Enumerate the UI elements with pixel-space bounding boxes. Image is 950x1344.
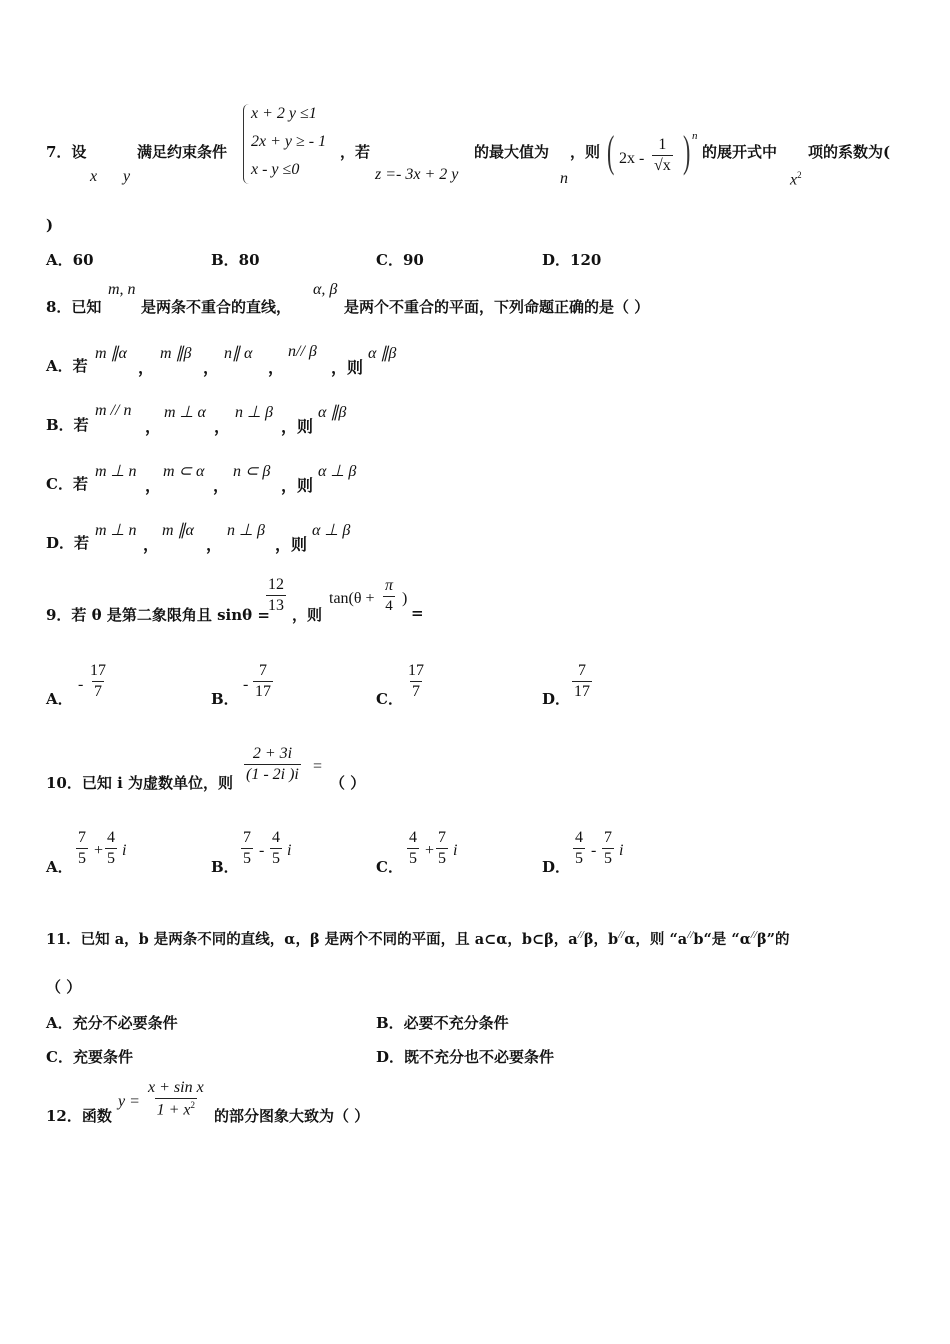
q10-num: 2 + 3i <box>252 745 293 762</box>
q8-option-c[interactable]: C．若 <box>46 475 88 493</box>
q10-a-den-2: 5 <box>107 850 115 867</box>
q10-text: 10．已知 i 为虚数单位，则 <box>46 774 234 792</box>
q8-number: 8．已知 <box>46 298 102 316</box>
q11-paren: （ ） <box>46 978 82 996</box>
q11-text-2: β，b <box>583 931 619 948</box>
q7-constraint-1: x + 2 y ≤1 <box>251 105 317 122</box>
q10-d-op: - <box>591 842 597 859</box>
q8-d-ze: ，则 <box>275 535 308 554</box>
q9-pi: π <box>385 577 394 594</box>
q7-constraint-system <box>251 100 326 184</box>
q7-var-x: x <box>90 168 98 185</box>
q10-paren: （ ） <box>330 774 366 792</box>
q8-c-sep-1: ， <box>145 476 162 495</box>
q10-d-num-2: 7 <box>604 829 612 846</box>
q10-c-den-1: 5 <box>409 850 417 867</box>
q8-planes-ab: α, β <box>313 281 338 298</box>
q8-b-sep-1: ， <box>145 417 162 436</box>
q8-a-part-1: m ∥α <box>95 345 127 362</box>
q9-a-num: 17 <box>90 662 106 679</box>
q12-tail: 的部分图象大致为（ ） <box>214 1107 370 1125</box>
q9-pi-over-4 <box>383 577 395 615</box>
q10-option-c[interactable]: C． <box>376 858 403 876</box>
q10-d-den-2: 5 <box>604 850 612 867</box>
q8-a-part-4: n// β <box>288 343 317 360</box>
q10-option-b[interactable]: B． <box>211 858 239 876</box>
q8-c-conclusion: α ⊥ β <box>318 463 357 480</box>
q7-expr-frac <box>652 136 673 175</box>
q10-d-i: i <box>619 842 624 859</box>
q10-a-op: + <box>94 842 104 859</box>
q11-text-5: β”的 <box>756 931 790 948</box>
q9-c-frac <box>406 662 426 701</box>
q10-fraction <box>244 745 301 784</box>
q11-option-a[interactable]: A．充分不必要条件 <box>46 1014 178 1032</box>
q10-a-i: i <box>122 842 127 859</box>
q9-a-frac <box>88 662 108 701</box>
q11-text-3: α，则 “a <box>624 931 688 948</box>
q11-parallel-1: // <box>577 929 584 942</box>
q11-text-1: 11．已知 a，b 是两条不同的直线，α，β 是两个不同的平面，且 a⊂α，b⊂β，a <box>46 931 578 948</box>
q9-c-den: 7 <box>412 683 420 700</box>
q8-d-sep-2: ， <box>206 535 223 554</box>
q10-c-op: + <box>425 842 435 859</box>
q7-number: 7．设 <box>46 143 87 161</box>
q7-max-label: 的最大值为 <box>474 143 550 161</box>
q8-c-part-1: m ⊥ n <box>95 463 137 480</box>
q8-b-sep-2: ， <box>214 417 231 436</box>
q7-x-term-exp: 2 <box>797 170 802 180</box>
q8-b-part-3: n ⊥ β <box>235 404 273 421</box>
q8-c-part-2: m ⊂ α <box>163 463 205 480</box>
q8-d-part-1: m ⊥ n <box>95 522 137 539</box>
q9-sin-den: 13 <box>268 597 284 614</box>
q8-b-part-2: m ⊥ α <box>164 404 206 421</box>
q9-sin-num: 12 <box>268 576 284 593</box>
q9-b-den: 17 <box>255 683 271 700</box>
q9-d-frac <box>572 662 592 701</box>
q8-text-1: 是两条不重合的直线， <box>141 298 292 316</box>
q10-b-den-1: 5 <box>243 850 251 867</box>
q12-y-equals: y = <box>118 1093 140 1110</box>
q10-a-frac-2 <box>105 829 117 868</box>
q10-a-num-2: 4 <box>107 829 115 846</box>
q7-x-term <box>790 170 802 189</box>
q7-expr-a: 2x - <box>619 150 645 167</box>
q8-b-ze: ，则 <box>281 417 314 436</box>
q11-parallel-4: // <box>750 929 757 942</box>
q10-b-op: - <box>259 842 265 859</box>
q8-b-part-1: m // n <box>95 402 132 419</box>
q8-lines-mn: m, n <box>108 281 136 298</box>
q12-fn-den: 1 + x <box>156 1101 191 1119</box>
q10-a-frac-1 <box>76 829 88 868</box>
q9-d-num: 7 <box>578 662 586 679</box>
q7-right-paren: ) <box>683 127 691 176</box>
q10-b-num-2: 4 <box>272 829 280 846</box>
q8-d-sep-1: ， <box>143 535 160 554</box>
q8-c-part-3: n ⊂ β <box>233 463 271 480</box>
q8-a-sep-1: ， <box>138 358 155 377</box>
q7-var-n: n <box>560 170 568 187</box>
q9-equals: = <box>411 604 424 622</box>
q10-equals: = <box>313 758 323 775</box>
q9-tan-close: ) <box>402 590 408 607</box>
q8-d-part-2: m ∥α <box>162 522 194 539</box>
q9-d-den: 17 <box>574 683 590 700</box>
q11-option-b[interactable]: B．必要不充分条件 <box>376 1014 509 1032</box>
q10-d-frac-2 <box>602 829 614 868</box>
q7-expr-den: √x <box>654 157 671 174</box>
q9-ze: ，则 <box>292 606 323 624</box>
q10-a-den-1: 5 <box>78 850 86 867</box>
q7-close-paren: ) <box>46 216 54 234</box>
q9-sin-value <box>266 576 286 615</box>
q7-constraint-3: x - y ≤0 <box>251 161 300 178</box>
q8-b-conclusion: α ∥β <box>318 404 347 421</box>
q8-d-part-3: n ⊥ β <box>227 522 265 539</box>
q10-c-den-2: 5 <box>438 850 446 867</box>
q10-b-frac-1 <box>241 829 253 868</box>
q7-var-y: y <box>123 168 131 185</box>
q7-system-brace <box>243 104 250 184</box>
q9-option-c[interactable]: C． <box>376 690 403 708</box>
q8-c-ze: ，则 <box>281 476 314 495</box>
q10-c-num-1: 4 <box>409 829 417 846</box>
q8-c-sep-2: ， <box>213 476 230 495</box>
q7-option-c[interactable]: C．90 <box>376 251 424 269</box>
q7-left-paren: ( <box>607 127 615 176</box>
q7-constraint-2: 2x + y ≥ - 1 <box>251 133 327 150</box>
q8-a-sep-3: ， <box>268 358 285 377</box>
q7-expr-num: 1 <box>658 136 667 153</box>
q10-b-den-2: 5 <box>272 850 280 867</box>
q9-a-den: 7 <box>94 683 102 700</box>
q9-text: 9．若 θ 是第二象限角且 sinθ = <box>46 606 270 624</box>
q10-d-den-1: 5 <box>575 850 583 867</box>
q9-b-sign: - <box>243 676 249 693</box>
q8-a-sep-2: ， <box>203 358 220 377</box>
q8-option-a[interactable]: A．若 <box>46 357 88 375</box>
q7-line <box>46 141 86 162</box>
q10-c-frac-2 <box>436 829 448 868</box>
q9-c-num: 17 <box>408 662 424 679</box>
q9-b-num: 7 <box>259 662 267 679</box>
q7-option-d[interactable]: D．120 <box>542 251 602 269</box>
q12-function-frac <box>146 1079 206 1119</box>
q12-fn-den-exp: 2 <box>190 1100 196 1110</box>
q11-parallel-2: // <box>618 929 625 942</box>
q10-c-num-2: 7 <box>438 829 446 846</box>
q10-d-num-1: 4 <box>575 829 583 846</box>
q10-a-num-1: 7 <box>78 829 86 846</box>
q8-a-part-2: m ∥β <box>160 345 192 362</box>
q7-option-b[interactable]: B．80 <box>211 251 260 269</box>
q7-expansion-label: 的展开式中 <box>702 143 778 161</box>
q9-a-sign: - <box>78 676 84 693</box>
q11-text-4: b“是 “α <box>693 931 751 948</box>
q8-option-b[interactable]: B．若 <box>46 416 89 434</box>
q8-a-ze: ，则 <box>331 358 364 377</box>
q10-c-frac-1 <box>407 829 419 868</box>
q11-option-d[interactable]: D．既不充分也不必要条件 <box>376 1048 555 1066</box>
q9-option-a[interactable]: A． <box>46 690 73 708</box>
q9-option-b[interactable]: B． <box>211 690 239 708</box>
q9-b-frac <box>253 662 273 701</box>
q10-option-a[interactable]: A． <box>46 858 73 876</box>
q8-a-conclusion: α ∥β <box>368 345 397 362</box>
q8-text-2: 是两个不重合的平面，下列命题正确的是（ ） <box>344 298 650 316</box>
q12-fn-num: x + sin x <box>148 1079 204 1096</box>
q9-tan: tan(θ + <box>329 590 375 607</box>
q11-option-c[interactable]: C．充要条件 <box>46 1048 133 1066</box>
q9-option-d[interactable]: D． <box>542 690 571 708</box>
q7-ze: ，则 <box>570 143 601 161</box>
q10-option-d[interactable]: D． <box>542 858 571 876</box>
q10-den: (1 - 2i )i <box>246 766 299 783</box>
q10-d-frac-1 <box>573 829 585 868</box>
q12-fn-den-wrap <box>155 1098 197 1119</box>
q8-option-d[interactable]: D．若 <box>46 534 90 552</box>
q7-option-a[interactable]: A．60 <box>46 251 94 269</box>
q7-ruo: ，若 <box>340 143 371 161</box>
q10-b-i: i <box>287 842 292 859</box>
q11-parallel-3: // <box>687 929 694 942</box>
q12-number: 12．函数 <box>46 1107 112 1125</box>
q7-objective: z =- 3x + 2 y <box>375 166 459 183</box>
q7-constraint-label: 满足约束条件 <box>137 143 228 161</box>
q11-stem <box>46 928 789 949</box>
q7-x-term-base: x <box>790 171 798 189</box>
q8-d-conclusion: α ⊥ β <box>312 522 351 539</box>
q10-b-num-1: 7 <box>243 829 251 846</box>
q7-exponent-n: n <box>692 130 698 142</box>
q10-b-frac-2 <box>270 829 282 868</box>
q7-coef-label: 项的系数为( <box>808 143 891 161</box>
q10-c-i: i <box>453 842 458 859</box>
q9-four: 4 <box>385 598 393 614</box>
q8-a-part-3: n∥ α <box>224 345 253 362</box>
